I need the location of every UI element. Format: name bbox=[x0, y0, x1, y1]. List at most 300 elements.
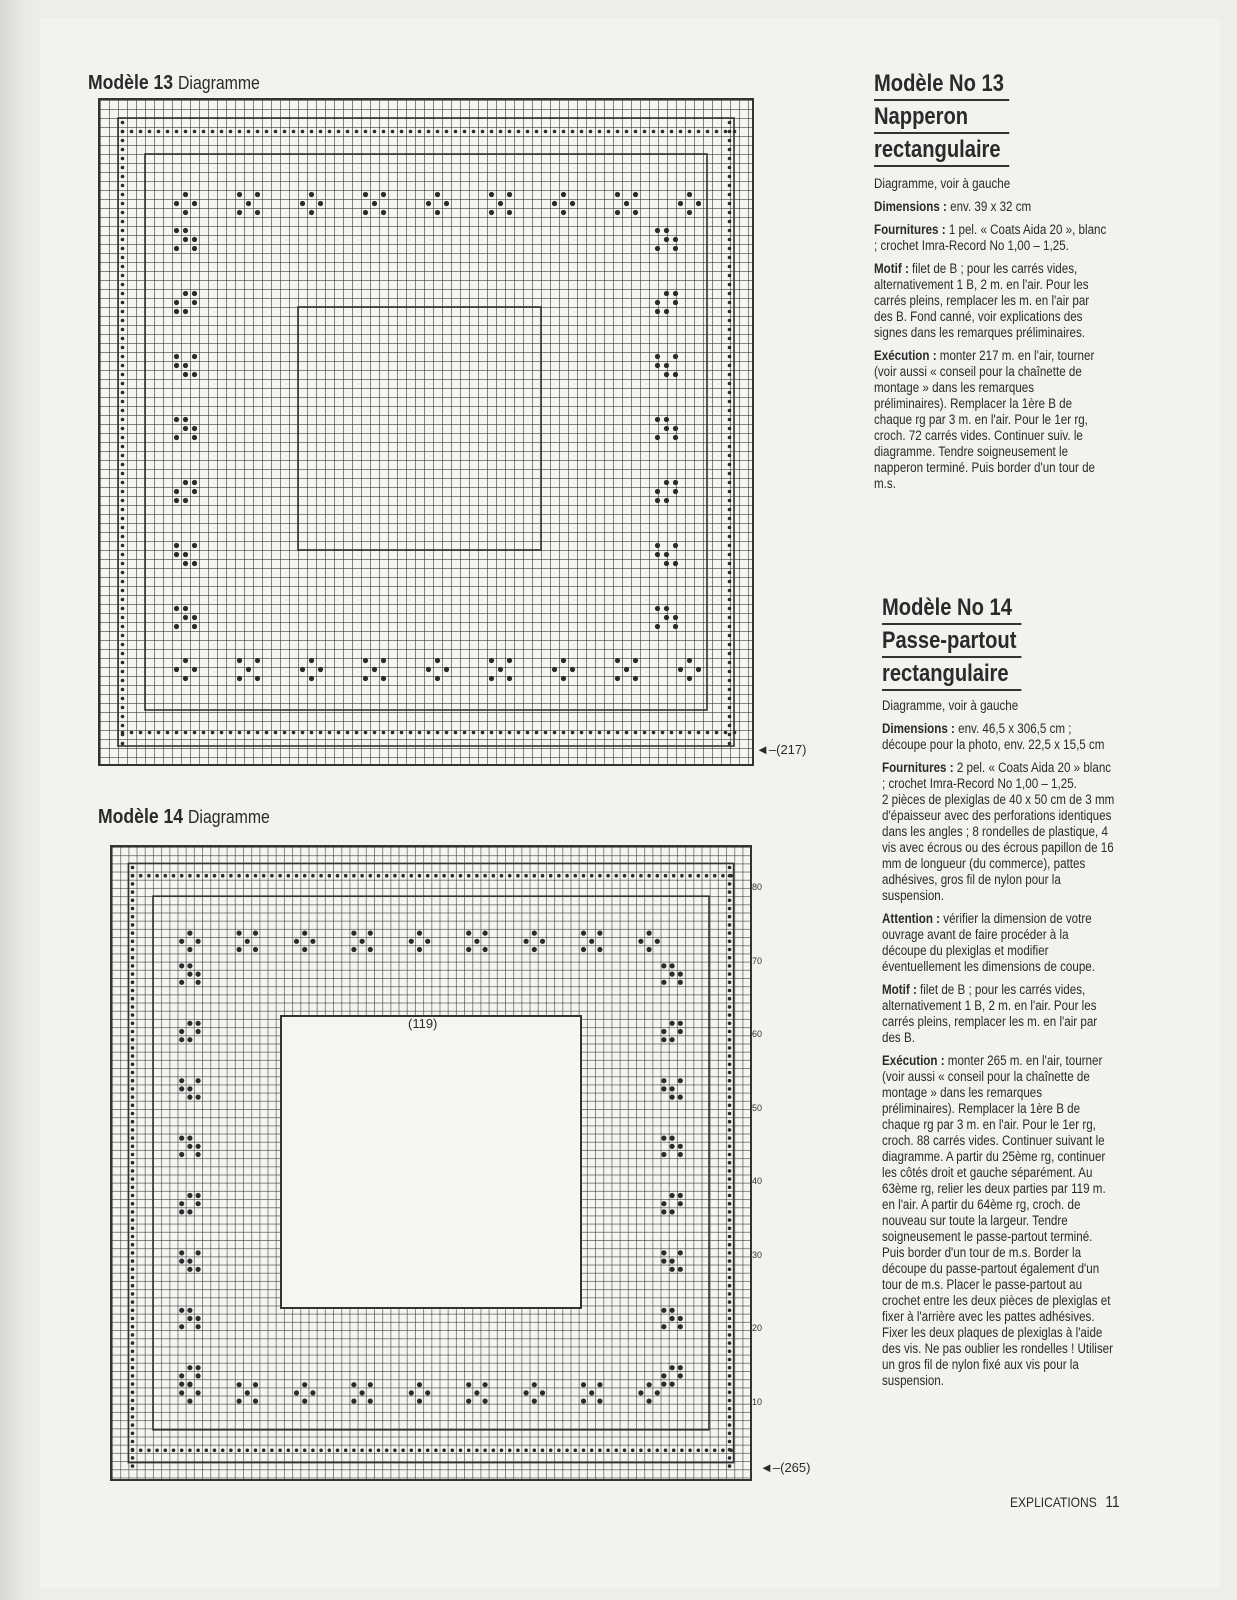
filled-square-dot bbox=[202, 130, 206, 134]
filled-square-dot bbox=[624, 201, 629, 206]
filled-square-dot bbox=[131, 1013, 135, 1017]
model-14-execution bbox=[882, 1053, 1116, 1389]
filled-square-dot bbox=[196, 1449, 200, 1453]
filled-square-dot bbox=[728, 1136, 732, 1140]
filled-square-dot bbox=[728, 508, 732, 512]
filled-square-dot bbox=[728, 1227, 732, 1231]
page-number: 11 bbox=[1105, 1494, 1120, 1511]
filled-square-dot bbox=[351, 931, 356, 936]
filled-square-dot bbox=[179, 1086, 184, 1091]
filled-square-dot bbox=[597, 1382, 602, 1387]
filled-square-dot bbox=[574, 874, 578, 878]
filled-square-dot bbox=[131, 1317, 135, 1321]
diagram-13-pattern bbox=[100, 100, 752, 764]
filled-square-dot bbox=[728, 874, 732, 878]
filled-square-dot bbox=[265, 731, 269, 735]
filled-square-dot bbox=[678, 1373, 683, 1378]
filled-square-dot bbox=[192, 561, 197, 566]
filled-square-dot bbox=[481, 130, 485, 134]
filled-square-dot bbox=[475, 874, 479, 878]
filled-square-dot bbox=[131, 1251, 135, 1255]
filled-square-dot bbox=[157, 130, 161, 134]
filled-square-dot bbox=[174, 354, 179, 359]
filled-square-dot bbox=[346, 130, 350, 134]
model-14-motif bbox=[882, 982, 1116, 1046]
filled-square-dot bbox=[728, 1350, 732, 1354]
filled-square-dot bbox=[179, 1382, 184, 1387]
model-14-fournitures-details: 2 pièces de plexiglas de 40 x 50 cm de 3 mm d'épaisseur avec des perforations identiques dans les angles ; 8 rondelles de plastique, 4 vis avec écrous ou des écrous papillon de 16 mm de longueur (du commerce), pattes adhésives, gros fil de nylon pour la suspension. bbox=[882, 792, 1115, 903]
filled-square-dot bbox=[673, 543, 678, 548]
filled-square-dot bbox=[728, 580, 732, 584]
filled-square-dot bbox=[385, 1449, 389, 1453]
page-fold-shadow bbox=[0, 0, 40, 1600]
filled-square-dot bbox=[196, 939, 201, 944]
filled-square-dot bbox=[319, 1449, 323, 1453]
filled-square-dot bbox=[131, 1407, 135, 1411]
model-14-title bbox=[882, 592, 1021, 691]
filled-square-dot bbox=[670, 1037, 675, 1042]
filled-square-dot bbox=[368, 1399, 373, 1404]
filled-square-dot bbox=[352, 874, 356, 878]
filled-square-dot bbox=[245, 1390, 250, 1395]
filled-square-dot bbox=[319, 731, 323, 735]
filled-square-dot bbox=[673, 354, 678, 359]
filled-square-dot bbox=[672, 1449, 676, 1453]
filled-square-dot bbox=[292, 130, 296, 134]
filled-square-dot bbox=[655, 417, 660, 422]
filled-square-dot bbox=[442, 1449, 446, 1453]
filled-square-dot bbox=[553, 130, 557, 134]
filled-square-dot bbox=[131, 1456, 135, 1460]
filled-square-dot bbox=[492, 874, 496, 878]
diagram-13-heading: Modèle 13 bbox=[88, 72, 174, 94]
filled-square-dot bbox=[715, 130, 719, 134]
filled-square-dot bbox=[196, 1390, 201, 1395]
filled-square-dot bbox=[664, 417, 669, 422]
model-14-title-line-2: Passe-partout bbox=[882, 625, 1021, 658]
diagram-14-heading: Modèle 14 bbox=[98, 806, 184, 828]
filled-square-dot bbox=[697, 130, 701, 134]
filled-square-dot bbox=[713, 874, 717, 878]
filled-square-dot bbox=[728, 1235, 732, 1239]
filled-square-dot bbox=[643, 731, 647, 735]
filled-square-dot bbox=[728, 915, 732, 919]
filled-square-dot bbox=[166, 130, 170, 134]
filled-square-dot bbox=[121, 391, 125, 395]
filled-square-dot bbox=[661, 1308, 666, 1313]
filled-square-dot bbox=[131, 964, 135, 968]
filled-square-dot bbox=[310, 1390, 315, 1395]
filled-square-dot bbox=[310, 939, 315, 944]
diagram-14-title bbox=[98, 806, 270, 829]
filled-square-dot bbox=[661, 1382, 666, 1387]
filled-square-dot bbox=[728, 1013, 732, 1017]
filled-square-dot bbox=[656, 874, 660, 878]
filled-square-dot bbox=[131, 1186, 135, 1190]
filled-square-dot bbox=[262, 874, 266, 878]
filled-square-dot bbox=[183, 606, 188, 611]
filled-square-dot bbox=[728, 1046, 732, 1050]
filled-square-dot bbox=[655, 228, 660, 233]
filled-square-dot bbox=[655, 300, 660, 305]
filled-square-dot bbox=[661, 1259, 666, 1264]
filled-square-dot bbox=[728, 1423, 732, 1427]
filled-square-dot bbox=[728, 373, 732, 377]
filled-square-dot bbox=[131, 882, 135, 886]
filled-square-dot bbox=[661, 980, 666, 985]
filled-square-dot bbox=[728, 1145, 732, 1149]
pattern-border-line bbox=[145, 154, 707, 710]
filled-square-dot bbox=[377, 1449, 381, 1453]
filled-square-dot bbox=[678, 1095, 683, 1100]
filled-square-dot bbox=[131, 940, 135, 944]
filled-square-dot bbox=[535, 130, 539, 134]
filled-square-dot bbox=[467, 874, 471, 878]
filled-square-dot bbox=[187, 1136, 192, 1141]
filled-square-dot bbox=[121, 166, 125, 170]
filled-square-dot bbox=[615, 210, 620, 215]
filled-square-dot bbox=[337, 731, 341, 735]
filled-square-dot bbox=[664, 372, 669, 377]
filled-square-dot bbox=[237, 658, 242, 663]
filled-square-dot bbox=[507, 676, 512, 681]
filled-square-dot bbox=[728, 616, 732, 620]
filled-square-dot bbox=[728, 1038, 732, 1042]
filled-square-dot bbox=[372, 667, 377, 672]
filled-square-dot bbox=[426, 667, 431, 672]
filled-square-dot bbox=[417, 1399, 422, 1404]
filled-square-dot bbox=[661, 1201, 666, 1206]
filled-square-dot bbox=[121, 373, 125, 377]
model-14-diagram-note: Diagramme, voir à gauche bbox=[882, 698, 1019, 713]
filled-square-dot bbox=[728, 989, 732, 993]
filled-square-dot bbox=[328, 1449, 332, 1453]
filled-square-dot bbox=[664, 309, 669, 314]
model-14-execution-text: monter 265 m. en l'air, tourner (voir aussi « conseil pour la chaînette de montage » dans les remarques préliminaires). Remplacer la 1ère B de chaque rg par 3 m. en l'air. Pour le 1er rg, croch. 88 carrés vides. Continuer suivant le diagramme. A partir du 25ème rg, continuer les côtés droit et gauche séparément. Au 63ème rg, relier les deux parties par 119 m. en l'air. A partir du 64ème rg, croch. de nouveau sur toute la largeur. Tendre soigneusement le passe-partout terminé. Puis border d'un tour de m.s. Border la découpe du passe-partout également d'un tour de m.s. Placer le passe-partout au crochet entre les deux pièces de plexiglas et fixer à l'arrière avec les pattes adhésives. Fixer les deux plaques de plexiglas à l'aide des vis. Ne pas oublier les rondelles ! Utiliser un gros fil de nylon fixé aux vis pour la suspension. bbox=[882, 1053, 1114, 1388]
filled-square-dot bbox=[661, 1037, 666, 1042]
filled-square-dot bbox=[172, 1449, 176, 1453]
filled-square-dot bbox=[678, 1316, 683, 1321]
filled-square-dot bbox=[442, 874, 446, 878]
filled-square-dot bbox=[410, 874, 414, 878]
filled-square-dot bbox=[445, 130, 449, 134]
filled-square-dot bbox=[121, 220, 125, 224]
filled-square-dot bbox=[483, 1449, 487, 1453]
filled-square-dot bbox=[728, 679, 732, 683]
filled-square-dot bbox=[121, 211, 125, 215]
filled-square-dot bbox=[381, 210, 386, 215]
filled-square-dot bbox=[670, 1308, 675, 1313]
filled-square-dot bbox=[688, 1449, 692, 1453]
filled-square-dot bbox=[180, 874, 184, 878]
filled-square-dot bbox=[262, 1449, 266, 1453]
filled-square-dot bbox=[728, 1128, 732, 1132]
filled-square-dot bbox=[131, 1432, 135, 1436]
filled-square-dot bbox=[187, 1267, 192, 1272]
filled-square-dot bbox=[247, 731, 251, 735]
filled-square-dot bbox=[565, 1449, 569, 1453]
filled-square-dot bbox=[623, 874, 627, 878]
filled-square-dot bbox=[673, 480, 678, 485]
filled-square-dot bbox=[192, 624, 197, 629]
filled-square-dot bbox=[121, 157, 125, 161]
filled-square-dot bbox=[131, 1218, 135, 1222]
filled-square-dot bbox=[661, 963, 666, 968]
filled-square-dot bbox=[680, 1449, 684, 1453]
filled-square-dot bbox=[213, 1449, 217, 1453]
filled-square-dot bbox=[540, 1390, 545, 1395]
filled-square-dot bbox=[179, 1136, 184, 1141]
filled-square-dot bbox=[661, 1324, 666, 1329]
filled-square-dot bbox=[381, 676, 386, 681]
filled-square-dot bbox=[179, 1029, 184, 1034]
filled-square-dot bbox=[294, 939, 299, 944]
filled-square-dot bbox=[179, 1390, 184, 1395]
filled-square-dot bbox=[606, 1449, 610, 1453]
filled-square-dot bbox=[655, 606, 660, 611]
filled-square-dot bbox=[597, 1399, 602, 1404]
filled-square-dot bbox=[309, 676, 314, 681]
filled-square-dot bbox=[631, 874, 635, 878]
filled-square-dot bbox=[221, 874, 225, 878]
filled-square-dot bbox=[590, 874, 594, 878]
filled-square-dot bbox=[728, 409, 732, 413]
filled-square-dot bbox=[372, 201, 377, 206]
filled-square-dot bbox=[670, 1259, 675, 1264]
filled-square-dot bbox=[481, 731, 485, 735]
filled-square-dot bbox=[360, 874, 364, 878]
filled-square-dot bbox=[426, 1449, 430, 1453]
filled-square-dot bbox=[157, 731, 161, 735]
filled-square-dot bbox=[121, 742, 125, 746]
filled-square-dot bbox=[728, 391, 732, 395]
filled-square-dot bbox=[131, 1161, 135, 1165]
filled-square-dot bbox=[532, 931, 537, 936]
filled-square-dot bbox=[417, 931, 422, 936]
filled-square-dot bbox=[131, 1005, 135, 1009]
filled-square-dot bbox=[410, 1449, 414, 1453]
filled-square-dot bbox=[131, 1022, 135, 1026]
filled-square-dot bbox=[728, 890, 732, 894]
diagram-14-row-count: (265) bbox=[780, 1460, 811, 1475]
filled-square-dot bbox=[647, 1382, 652, 1387]
filled-square-dot bbox=[639, 874, 643, 878]
filled-square-dot bbox=[131, 915, 135, 919]
filled-square-dot bbox=[155, 1449, 159, 1453]
filled-square-dot bbox=[728, 1415, 732, 1419]
filled-square-dot bbox=[670, 1136, 675, 1141]
filled-square-dot bbox=[664, 480, 669, 485]
filled-square-dot bbox=[174, 667, 179, 672]
filled-square-dot bbox=[678, 980, 683, 985]
filled-square-dot bbox=[131, 1440, 135, 1444]
filled-square-dot bbox=[373, 731, 377, 735]
filled-square-dot bbox=[131, 1448, 135, 1452]
filled-square-dot bbox=[278, 874, 282, 878]
filled-square-dot bbox=[670, 1382, 675, 1387]
filled-square-dot bbox=[728, 526, 732, 530]
filled-square-dot bbox=[678, 1365, 683, 1370]
filled-square-dot bbox=[655, 489, 660, 494]
diagram-14-row-marker: ◄–(265) bbox=[760, 1460, 811, 1475]
filled-square-dot bbox=[728, 535, 732, 539]
filled-square-dot bbox=[351, 947, 356, 952]
filled-square-dot bbox=[590, 1449, 594, 1453]
filled-square-dot bbox=[633, 192, 638, 197]
filled-square-dot bbox=[174, 606, 179, 611]
filled-square-dot bbox=[229, 1449, 233, 1453]
filled-square-dot bbox=[655, 498, 660, 503]
filled-square-dot bbox=[664, 552, 669, 557]
model-13-text bbox=[874, 176, 1108, 499]
filled-square-dot bbox=[581, 1399, 586, 1404]
filled-square-dot bbox=[728, 292, 732, 296]
filled-square-dot bbox=[728, 706, 732, 710]
filled-square-dot bbox=[131, 981, 135, 985]
filled-square-dot bbox=[131, 899, 135, 903]
filled-square-dot bbox=[721, 1449, 725, 1453]
filled-square-dot bbox=[192, 354, 197, 359]
filled-square-dot bbox=[363, 210, 368, 215]
model-14-attention-text: vérifier la dimension de votre ouvrage avant de faire procéder à la découpe du plexiglas et modifier éventuellement les dimensions de coupe. bbox=[882, 911, 1095, 974]
filled-square-dot bbox=[728, 1309, 732, 1313]
filled-square-dot bbox=[670, 1209, 675, 1214]
filled-square-dot bbox=[355, 130, 359, 134]
filled-square-dot bbox=[633, 210, 638, 215]
filled-square-dot bbox=[728, 724, 732, 728]
filled-square-dot bbox=[121, 328, 125, 332]
filled-square-dot bbox=[673, 624, 678, 629]
filled-square-dot bbox=[121, 265, 125, 269]
filled-square-dot bbox=[417, 1382, 422, 1387]
model-13-dimensions-label: Dimensions : bbox=[874, 199, 947, 214]
filled-square-dot bbox=[192, 543, 197, 548]
filled-square-dot bbox=[393, 1449, 397, 1453]
filled-square-dot bbox=[483, 1399, 488, 1404]
model-14-execution-label: Exécution : bbox=[882, 1053, 945, 1068]
filled-square-dot bbox=[633, 676, 638, 681]
filled-square-dot bbox=[655, 435, 660, 440]
filled-square-dot bbox=[183, 658, 188, 663]
filled-square-dot bbox=[121, 481, 125, 485]
filled-square-dot bbox=[121, 499, 125, 503]
filled-square-dot bbox=[302, 931, 307, 936]
filled-square-dot bbox=[664, 498, 669, 503]
filled-square-dot bbox=[728, 907, 732, 911]
filled-square-dot bbox=[196, 1029, 201, 1034]
filled-square-dot bbox=[498, 201, 503, 206]
filled-square-dot bbox=[166, 731, 170, 735]
filled-square-dot bbox=[661, 1029, 666, 1034]
filled-square-dot bbox=[131, 1079, 135, 1083]
filled-square-dot bbox=[664, 615, 669, 620]
filled-square-dot bbox=[287, 874, 291, 878]
filled-square-dot bbox=[309, 210, 314, 215]
filled-square-dot bbox=[436, 731, 440, 735]
filled-square-dot bbox=[196, 980, 201, 985]
filled-square-dot bbox=[192, 667, 197, 672]
filled-square-dot bbox=[728, 445, 732, 449]
filled-square-dot bbox=[679, 130, 683, 134]
filled-square-dot bbox=[615, 658, 620, 663]
filled-square-dot bbox=[409, 939, 414, 944]
filled-square-dot bbox=[728, 625, 732, 629]
filled-square-dot bbox=[121, 661, 125, 665]
filled-square-dot bbox=[728, 1071, 732, 1075]
filled-square-dot bbox=[300, 201, 305, 206]
filled-square-dot bbox=[728, 1456, 732, 1460]
filled-square-dot bbox=[426, 874, 430, 878]
diagram-14-window-label: (119) bbox=[408, 1016, 438, 1031]
filled-square-dot bbox=[131, 989, 135, 993]
filled-square-dot bbox=[131, 1194, 135, 1198]
filled-square-dot bbox=[678, 1193, 683, 1198]
model-14-title-line-3: rectangulaire bbox=[882, 658, 1021, 691]
filled-square-dot bbox=[131, 1210, 135, 1214]
filled-square-dot bbox=[728, 139, 732, 143]
filled-square-dot bbox=[562, 731, 566, 735]
filled-square-dot bbox=[196, 1365, 201, 1370]
filled-square-dot bbox=[615, 1449, 619, 1453]
filled-square-dot bbox=[434, 1449, 438, 1453]
filled-square-dot bbox=[728, 1259, 732, 1263]
filled-square-dot bbox=[187, 947, 192, 952]
filled-square-dot bbox=[687, 658, 692, 663]
filled-square-dot bbox=[598, 130, 602, 134]
filled-square-dot bbox=[582, 1449, 586, 1453]
model-13-motif-text: filet de B ; pour les carrés vides, alternativement 1 B, 2 m. en l'air. Pour les carrés pleins, remplacer les m. en l'air par des B. Fond canné, voir explications des signes dans les remarques préliminaires. bbox=[874, 261, 1090, 340]
filled-square-dot bbox=[344, 874, 348, 878]
filled-square-dot bbox=[205, 1449, 209, 1453]
filled-square-dot bbox=[179, 1152, 184, 1157]
filled-square-dot bbox=[670, 1316, 675, 1321]
filled-square-dot bbox=[490, 731, 494, 735]
filled-square-dot bbox=[179, 1308, 184, 1313]
filled-square-dot bbox=[489, 192, 494, 197]
filled-square-dot bbox=[582, 874, 586, 878]
filled-square-dot bbox=[121, 364, 125, 368]
filled-square-dot bbox=[728, 964, 732, 968]
filled-square-dot bbox=[435, 210, 440, 215]
filled-square-dot bbox=[524, 939, 529, 944]
filled-square-dot bbox=[253, 1382, 258, 1387]
filled-square-dot bbox=[409, 130, 413, 134]
filled-square-dot bbox=[475, 1449, 479, 1453]
filled-square-dot bbox=[174, 417, 179, 422]
filled-square-dot bbox=[196, 1316, 201, 1321]
filled-square-dot bbox=[633, 658, 638, 663]
filled-square-dot bbox=[310, 130, 314, 134]
filled-square-dot bbox=[664, 426, 669, 431]
filled-square-dot bbox=[728, 661, 732, 665]
filled-square-dot bbox=[121, 571, 125, 575]
model-14-fournitures bbox=[882, 760, 1116, 792]
filled-square-dot bbox=[368, 947, 373, 952]
filled-square-dot bbox=[121, 382, 125, 386]
filled-square-dot bbox=[174, 552, 179, 557]
filled-square-dot bbox=[507, 210, 512, 215]
filled-square-dot bbox=[728, 1030, 732, 1034]
filled-square-dot bbox=[391, 731, 395, 735]
filled-square-dot bbox=[131, 1464, 135, 1468]
filled-square-dot bbox=[139, 874, 143, 878]
filled-square-dot bbox=[121, 553, 125, 557]
pattern-border-line bbox=[298, 307, 541, 550]
filled-square-dot bbox=[255, 658, 260, 663]
filled-square-dot bbox=[507, 658, 512, 663]
model-13-motif bbox=[874, 261, 1108, 341]
filled-square-dot bbox=[463, 130, 467, 134]
